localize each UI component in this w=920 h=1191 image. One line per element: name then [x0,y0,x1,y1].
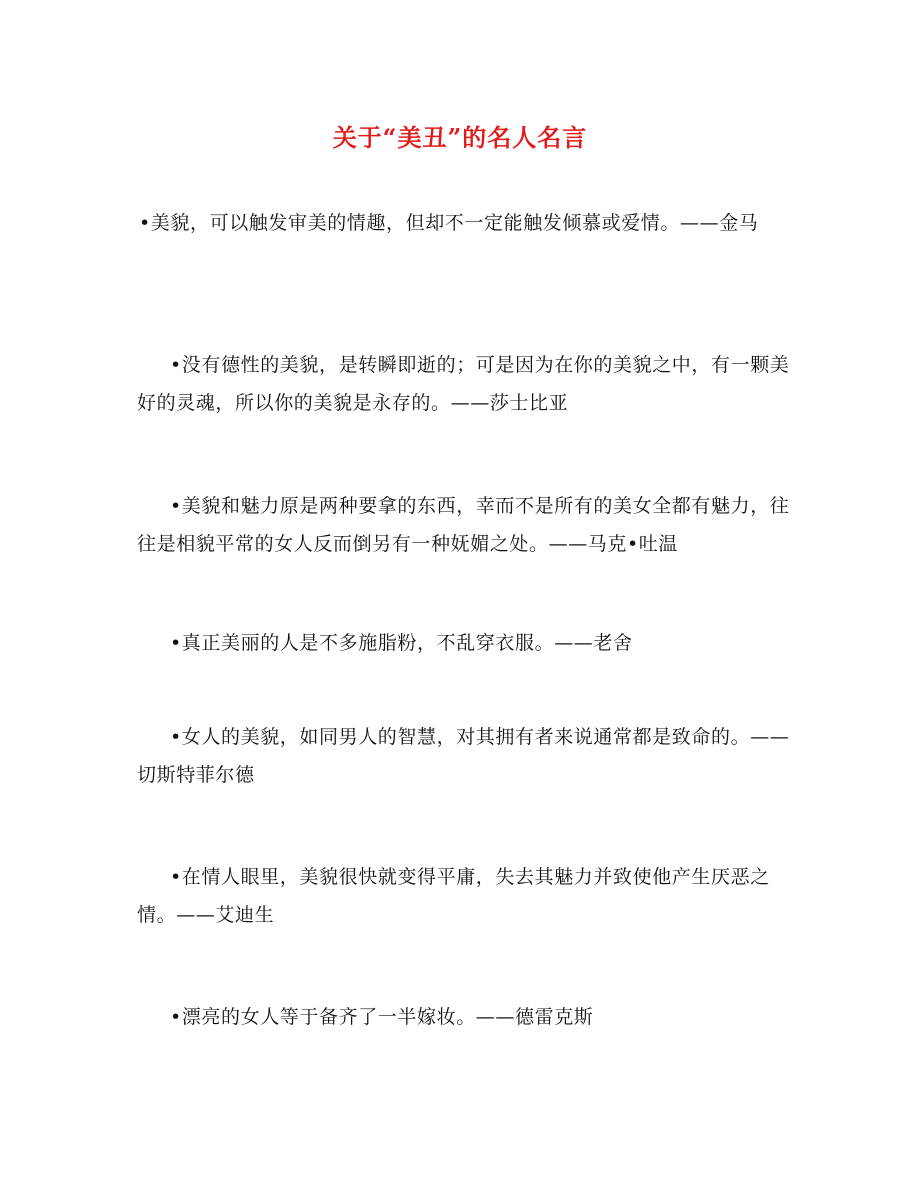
quote-item: •真正美丽的人是不多施脂粉，不乱穿衣服。——老舍 [170,632,633,654]
quote-item: •在情人眼里，美貌很快就变得平庸，失去其魅力并致使他产生厌恶之情。——艾迪生 [137,866,770,926]
quote-item: •女人的美貌，如同男人的智慧，对其拥有者来说通常都是致命的。——切斯特菲尔德 [137,726,790,786]
page-title: 关于“美丑”的名人名言 [332,123,588,152]
quote-item: •漂亮的女人等于备齐了一半嫁妆。——德雷克斯 [170,1006,594,1028]
quote-item: •美貌，可以触发审美的情趣，但却不一定能触发倾慕或爱情。——金马 [139,212,759,234]
quote-item: •美貌和魅力原是两种要拿的东西，幸而不是所有的美女全都有魅力，往往是相貌平常的女人反而倒另有一种妩媚之处。——马克•吐温 [137,495,790,555]
quote-item: •没有德性的美貌，是转瞬即逝的；可是因为在你的美貌之中，有一颗美好的灵魂，所以你的美貌是永存的。——莎士比亚 [137,354,790,414]
